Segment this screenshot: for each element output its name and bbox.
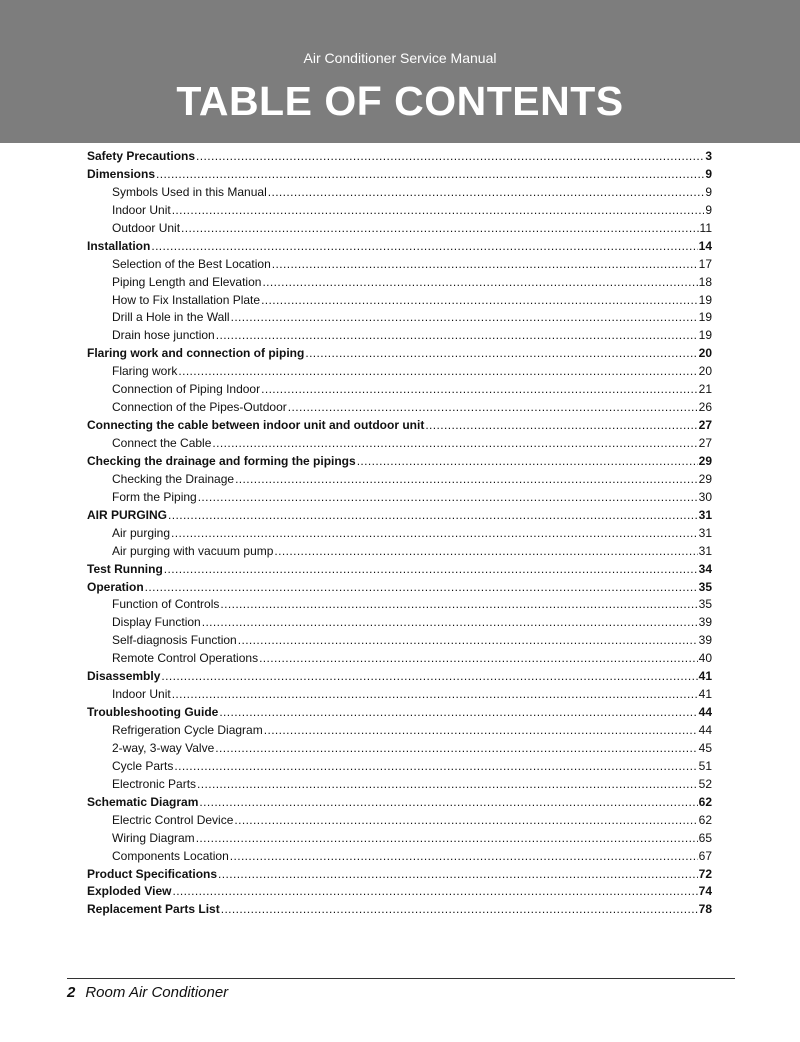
toc-subsection-entry[interactable] bbox=[87, 256, 712, 274]
toc-entry-page-number: 9 bbox=[705, 202, 712, 217]
toc-subsection-entry[interactable] bbox=[87, 543, 712, 561]
toc-entry-page-number: 78 bbox=[698, 902, 712, 917]
toc-entry-label: Dimensions bbox=[87, 166, 156, 181]
dot-leader bbox=[218, 866, 698, 884]
toc-entry-page-number: 14 bbox=[698, 238, 712, 253]
toc-subsection-entry[interactable] bbox=[87, 740, 712, 758]
toc-subsection-entry[interactable] bbox=[87, 471, 712, 489]
toc-entry-label: Cycle Parts bbox=[112, 758, 174, 773]
toc-entry-label: Drain hose junction bbox=[112, 328, 215, 343]
toc-entry-label: How to Fix Installation Plate bbox=[112, 292, 261, 307]
toc-subsection-entry[interactable] bbox=[87, 292, 712, 310]
toc-entry-page-number: 65 bbox=[698, 830, 712, 845]
toc-entry-page-number: 62 bbox=[698, 812, 712, 827]
page-footer bbox=[67, 984, 228, 1001]
toc-section-entry[interactable] bbox=[87, 901, 712, 919]
toc-section-entry[interactable] bbox=[87, 794, 712, 812]
toc-entry-label: Indoor Unit bbox=[112, 687, 171, 702]
toc-entry-page-number: 40 bbox=[698, 651, 712, 666]
dot-leader bbox=[178, 363, 697, 381]
toc-subsection-entry[interactable] bbox=[87, 722, 712, 740]
toc-entry-page-number: 52 bbox=[698, 776, 712, 791]
dot-leader bbox=[238, 632, 698, 650]
dot-leader bbox=[259, 650, 698, 668]
dot-leader bbox=[212, 435, 697, 453]
toc-entry-page-number: 41 bbox=[698, 687, 712, 702]
toc-entry-page-number: 41 bbox=[698, 669, 712, 684]
toc-entry-page-number: 18 bbox=[698, 274, 712, 289]
toc-section-entry[interactable] bbox=[87, 507, 712, 525]
toc-entry-page-number: 51 bbox=[698, 758, 712, 773]
dot-leader bbox=[196, 148, 704, 166]
toc-entry-label: Air purging with vacuum pump bbox=[112, 543, 274, 558]
toc-entry-label: Electric Control Device bbox=[112, 812, 234, 827]
dot-leader bbox=[172, 202, 705, 220]
toc-entry-page-number: 44 bbox=[698, 723, 712, 737]
toc-entry-page-number: 9 bbox=[705, 184, 712, 199]
toc-entry-page-number: 62 bbox=[698, 794, 712, 809]
toc-entry-page-number: 20 bbox=[698, 364, 712, 379]
toc-entry-page-number: 19 bbox=[698, 310, 712, 325]
toc-entry-label: Symbols Used in this Manual bbox=[112, 184, 267, 199]
toc-entry-label: Product Specifications bbox=[87, 866, 218, 881]
toc-entry-label: Indoor Unit bbox=[112, 202, 171, 217]
dot-leader bbox=[198, 489, 698, 507]
toc-entry-page-number: 19 bbox=[698, 328, 712, 343]
toc-entry-page-number: 45 bbox=[698, 740, 712, 755]
toc-entry-page-number: 34 bbox=[698, 561, 712, 576]
dot-leader bbox=[151, 238, 697, 256]
toc-subsection-entry[interactable] bbox=[87, 274, 712, 292]
toc-subsection-entry[interactable] bbox=[87, 812, 712, 830]
toc-subsection-entry[interactable] bbox=[87, 435, 712, 453]
toc-subsection-entry[interactable] bbox=[87, 489, 712, 507]
toc-entry-page-number: 19 bbox=[698, 292, 712, 307]
toc-entry-label: Function of Controls bbox=[112, 597, 220, 612]
toc-entry-label: Troubleshooting Guide bbox=[87, 705, 219, 720]
toc-entry-label: Wiring Diagram bbox=[112, 830, 195, 845]
dot-leader bbox=[272, 256, 698, 274]
toc-entry-label: Exploded View bbox=[87, 884, 172, 899]
dot-leader bbox=[234, 812, 697, 830]
footer-divider bbox=[67, 978, 735, 979]
dot-leader bbox=[174, 758, 697, 776]
page-title: TABLE OF CONTENTS bbox=[176, 78, 624, 124]
toc-entry-label: Outdoor Unit bbox=[112, 220, 181, 235]
toc-entry-page-number: 31 bbox=[698, 543, 712, 558]
toc-entry-label: Installation bbox=[87, 238, 151, 253]
dot-leader bbox=[288, 399, 698, 417]
toc-section-entry[interactable] bbox=[87, 668, 712, 686]
dot-leader bbox=[268, 184, 705, 202]
toc-section-entry[interactable] bbox=[87, 883, 712, 901]
toc-entry-label: Form the Piping bbox=[112, 489, 197, 504]
toc-entry-page-number: 74 bbox=[698, 884, 712, 899]
toc-entry-label: Flaring work bbox=[112, 364, 178, 379]
toc-entry-label: Remote Control Operations bbox=[112, 651, 259, 666]
toc-section-entry[interactable] bbox=[87, 579, 712, 597]
toc-entry-label: Display Function bbox=[112, 615, 201, 630]
toc-entry-page-number: 31 bbox=[698, 507, 712, 522]
dot-leader bbox=[262, 274, 697, 292]
dot-leader bbox=[261, 292, 698, 310]
table-of-contents bbox=[87, 148, 712, 919]
dot-leader bbox=[230, 848, 698, 866]
toc-entry-page-number: 30 bbox=[698, 489, 712, 504]
toc-entry-page-number: 72 bbox=[698, 866, 712, 881]
toc-subsection-entry[interactable] bbox=[87, 830, 712, 848]
toc-entry-label: Connection of Piping Indoor bbox=[112, 382, 261, 397]
toc-entry-page-number: 31 bbox=[698, 525, 712, 540]
toc-entry-label: 2-way, 3-way Valve bbox=[112, 740, 215, 755]
dot-leader bbox=[202, 614, 698, 632]
dot-leader bbox=[164, 561, 698, 579]
dot-leader bbox=[220, 596, 697, 614]
dot-leader bbox=[172, 686, 698, 704]
toc-subsection-entry[interactable] bbox=[87, 363, 712, 381]
toc-section-entry[interactable] bbox=[87, 453, 712, 471]
toc-entry-page-number: 67 bbox=[698, 848, 712, 863]
dot-leader bbox=[425, 417, 697, 435]
toc-section-entry[interactable] bbox=[87, 704, 712, 722]
dot-leader bbox=[219, 704, 697, 722]
toc-section-entry[interactable] bbox=[87, 561, 712, 579]
toc-subsection-entry[interactable] bbox=[87, 686, 712, 704]
toc-entry-label: Self-diagnosis Function bbox=[112, 633, 237, 648]
toc-entry-label: AIR PURGING bbox=[87, 507, 168, 522]
dot-leader bbox=[215, 740, 697, 758]
toc-subsection-entry[interactable] bbox=[87, 614, 712, 632]
dot-leader bbox=[161, 668, 697, 686]
toc-entry-label: Test Running bbox=[87, 561, 163, 576]
dot-leader bbox=[168, 507, 698, 525]
toc-entry-page-number: 21 bbox=[698, 382, 712, 397]
dot-leader bbox=[261, 381, 698, 399]
toc-section-entry[interactable] bbox=[87, 238, 712, 256]
dot-leader bbox=[156, 166, 704, 184]
toc-entry-label: Electronic Parts bbox=[112, 776, 197, 791]
toc-entry-label: Schematic Diagram bbox=[87, 794, 199, 809]
toc-entry-label: Components Location bbox=[112, 848, 229, 863]
toc-entry-page-number: 29 bbox=[698, 453, 712, 468]
toc-section-entry[interactable] bbox=[87, 345, 712, 363]
toc-section-entry[interactable] bbox=[87, 166, 712, 184]
dot-leader bbox=[235, 471, 698, 489]
dot-leader bbox=[145, 579, 698, 597]
toc-entry-page-number: 26 bbox=[698, 400, 712, 415]
toc-entry-label: Connecting the cable between indoor unit and outdoor unit bbox=[87, 418, 425, 433]
toc-entry-page-number: 11 bbox=[699, 220, 712, 235]
dot-leader bbox=[264, 722, 698, 740]
manual-subtitle: Air Conditioner Service Manual bbox=[303, 50, 497, 66]
dot-leader bbox=[221, 901, 698, 919]
toc-subsection-entry[interactable] bbox=[87, 776, 712, 794]
toc-subsection-entry[interactable] bbox=[87, 184, 712, 202]
toc-subsection-entry[interactable] bbox=[87, 632, 712, 650]
toc-subsection-entry[interactable] bbox=[87, 202, 712, 220]
toc-entry-label: Operation bbox=[87, 579, 144, 594]
toc-entry-page-number: 35 bbox=[698, 597, 712, 612]
toc-entry-label: Drill a Hole in the Wall bbox=[112, 310, 230, 325]
toc-subsection-entry[interactable] bbox=[87, 220, 712, 238]
toc-section-entry[interactable] bbox=[87, 866, 712, 884]
dot-leader bbox=[181, 220, 698, 238]
toc-subsection-entry[interactable] bbox=[87, 596, 712, 614]
toc-subsection-entry[interactable] bbox=[87, 399, 712, 417]
dot-leader bbox=[231, 309, 698, 327]
toc-entry-page-number: 20 bbox=[698, 346, 712, 361]
dot-leader bbox=[274, 543, 697, 561]
dot-leader bbox=[199, 794, 697, 812]
toc-entry-page-number: 27 bbox=[698, 418, 712, 433]
toc-entry-label: Air purging bbox=[112, 525, 171, 540]
toc-subsection-entry[interactable] bbox=[87, 327, 712, 345]
dot-leader bbox=[305, 345, 697, 363]
toc-entry-label: Connect the Cable bbox=[112, 436, 212, 450]
toc-subsection-entry[interactable] bbox=[87, 525, 712, 543]
toc-entry-label: Disassembly bbox=[87, 669, 161, 684]
dot-leader bbox=[171, 525, 698, 543]
toc-entry-label: Connection of the Pipes-Outdoor bbox=[112, 400, 287, 415]
toc-entry-label: Flaring work and connection of piping bbox=[87, 346, 305, 361]
toc-subsection-entry[interactable] bbox=[87, 848, 712, 866]
toc-entry-page-number: 3 bbox=[705, 149, 712, 163]
toc-entry-label: Safety Precautions bbox=[87, 149, 196, 163]
dot-leader bbox=[172, 883, 697, 901]
toc-subsection-entry[interactable] bbox=[87, 381, 712, 399]
toc-subsection-entry[interactable] bbox=[87, 309, 712, 327]
footer-title: Room Air Conditioner bbox=[85, 984, 229, 1001]
toc-entry-page-number: 35 bbox=[698, 579, 712, 594]
toc-entry-page-number: 44 bbox=[698, 705, 712, 720]
toc-entry-label: Replacement Parts List bbox=[87, 902, 220, 917]
dot-leader bbox=[357, 453, 698, 471]
toc-subsection-entry[interactable] bbox=[87, 758, 712, 776]
toc-entry-page-number: 29 bbox=[698, 471, 712, 486]
toc-entry-label: Selection of the Best Location bbox=[112, 256, 271, 271]
toc-section-entry[interactable] bbox=[87, 417, 712, 435]
toc-section-entry[interactable] bbox=[87, 148, 712, 166]
toc-entry-page-number: 39 bbox=[698, 633, 712, 648]
toc-entry-page-number: 39 bbox=[698, 615, 712, 630]
toc-entry-label: Checking the drainage and forming the pipings bbox=[87, 453, 356, 468]
toc-entry-page-number: 27 bbox=[698, 436, 712, 450]
toc-entry-page-number: 17 bbox=[698, 256, 712, 271]
dot-leader bbox=[196, 830, 698, 848]
footer-page-number: 2 bbox=[67, 984, 76, 1001]
dot-leader bbox=[197, 776, 698, 794]
dot-leader bbox=[216, 327, 698, 345]
header-banner bbox=[0, 0, 800, 143]
toc-entry-label: Checking the Drainage bbox=[112, 471, 235, 486]
toc-entry-label: Piping Length and Elevation bbox=[112, 274, 262, 289]
toc-entry-label: Refrigeration Cycle Diagram bbox=[112, 723, 263, 737]
toc-subsection-entry[interactable] bbox=[87, 650, 712, 668]
toc-entry-page-number: 9 bbox=[705, 166, 712, 181]
